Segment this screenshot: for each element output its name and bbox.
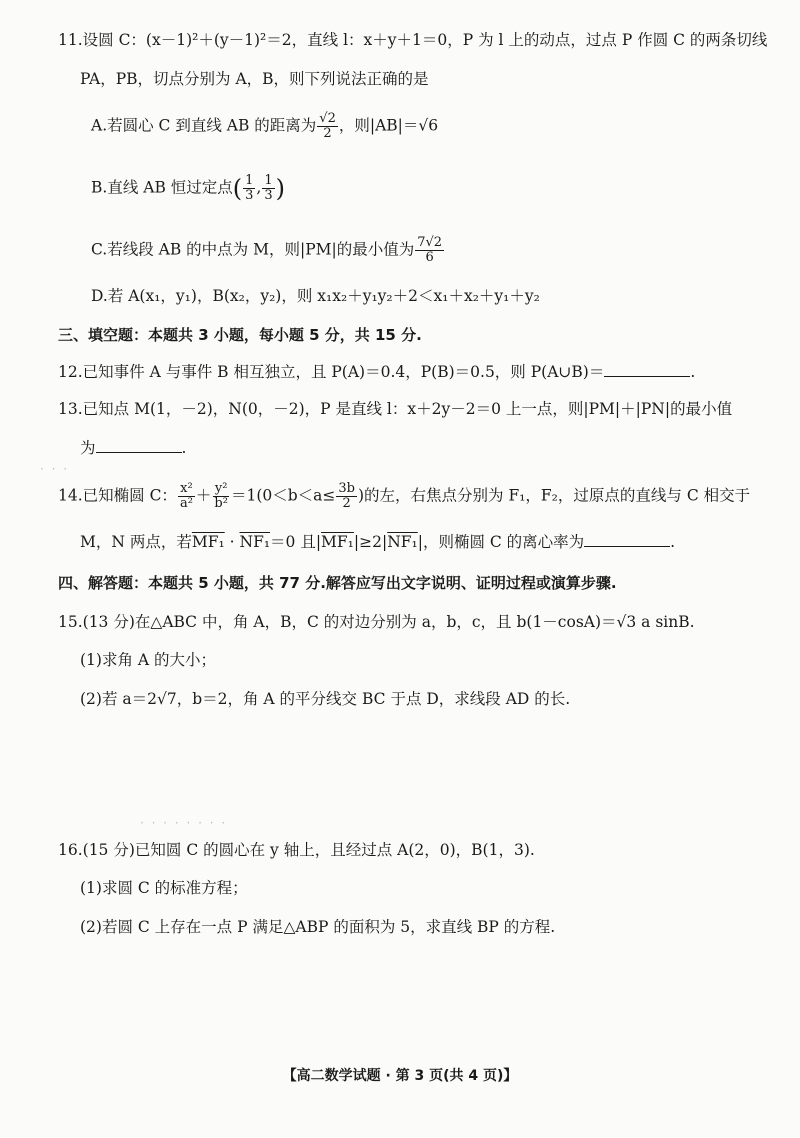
q14-dot: ·: [224, 533, 240, 551]
q11-option-d: D.若 A(x₁，y₁)，B(x₂，y₂)，则 x₁x₂＋y₁y₂＋2＜x₁＋x₂＋y₁＋y₂: [91, 287, 540, 305]
fraction-denominator: b²: [214, 496, 228, 511]
fraction-numerator: x²: [180, 481, 193, 496]
vector-nf1: NF₁: [387, 533, 418, 551]
fraction-numerator: 7√2: [417, 235, 443, 250]
vector-mf1: MF₁: [321, 533, 354, 551]
vector-mf1: MF₁: [191, 533, 225, 551]
page-footer: 【高二数学试题 · 第 3 页(共 4 页)】: [282, 1068, 518, 1084]
q11-option-b-fraction-y: [262, 174, 274, 203]
fraction-numerator: √2: [319, 111, 336, 126]
q15-stem: 15.(13 分)在△ABC 中，角 A，B，C 的对边分别为 a，b，c，且 b(1－cosA)＝√3 a sinB.: [58, 613, 695, 631]
section4-heading: 四、解答题：本题共 5 小题，共 77 分.解答应写出文字说明、证明过程或演算步骤.: [58, 574, 617, 592]
fraction-numerator: 1: [245, 173, 254, 188]
q14-answer-blank[interactable]: [584, 532, 670, 547]
q14-fraction-x: [178, 482, 195, 511]
scan-noise: · · ·: [40, 462, 70, 476]
q13-end: .: [181, 439, 187, 457]
scan-noise: · · · · · · · ·: [140, 816, 228, 830]
q11-option-c-fraction: [415, 236, 444, 265]
fraction-numerator: 1: [264, 173, 273, 188]
fraction-denominator: 3: [245, 188, 254, 203]
q14-fraction-y: [212, 482, 230, 511]
q11-option-b-text: B.直线 AB 恒过定点: [91, 178, 233, 197]
q11-option-b-fraction-x: [243, 174, 255, 203]
q13-answer-blank[interactable]: [96, 438, 182, 453]
fraction-denominator: 2: [342, 496, 351, 511]
q12-answer-blank[interactable]: [604, 362, 690, 377]
q11-option-c: [91, 236, 445, 265]
q15-part1: (1)求角 A 的大小；: [80, 651, 217, 669]
q11-option-a-fraction: [317, 112, 338, 141]
q15-part2: (2)若 a＝2√7，b＝2，角 A 的平分线交 BC 于点 D，求线段 AD 的长.: [80, 690, 571, 708]
fraction-denominator: a²: [179, 496, 193, 511]
q12: [58, 362, 695, 382]
q14-line1: [58, 482, 750, 511]
section3-heading: 三、填空题：本题共 3 小题，每小题 5 分，共 15 分.: [58, 326, 422, 344]
q13-line2: [80, 438, 186, 458]
q14-line2-b: ＝0 且|: [270, 533, 322, 551]
fraction-numerator: y²: [214, 481, 228, 496]
q14-line2: [80, 532, 675, 552]
q14-line2-a: M，N 两点，若: [80, 533, 192, 551]
q13-line1: 13.已知点 M(1，－2)，N(0，－2)，P 是直线 l：x＋2y－2＝0 上一点，则|PM|＋|PN|的最小值: [58, 400, 733, 418]
q14-plus: ＋: [195, 486, 212, 505]
q13-line2-text: 为: [80, 439, 96, 457]
vector-nf1: NF₁: [239, 533, 271, 551]
q11-stem-line2: PA，PB，切点分别为 A，B，则下列说法正确的是: [80, 70, 429, 88]
q14-line2-d: |，则椭圆 C 的离心率为: [417, 533, 585, 551]
q14-end: .: [670, 533, 676, 551]
q11-option-b: B.直线 AB 恒过定点( $\frac{1}{3}$ , $\frac{1}{3}$ ): [91, 173, 286, 203]
fraction-denominator: 3: [264, 188, 273, 203]
q16-stem: 16.(15 分)已知圆 C 的圆心在 y 轴上，且经过点 A(2，0)，B(1，3).: [58, 841, 535, 859]
q11-option-a-text: A.若圆心 C 到直线 AB 的距离为: [91, 116, 317, 135]
q14-fraction-3b: [336, 482, 357, 511]
q14-post: )的左，右焦点分别为 F₁，F₂，过原点的直线与 C 相交于: [357, 486, 751, 505]
q11-stem-line1: 11.设圆 C：(x－1)²＋(y－1)²＝2，直线 l：x＋y＋1＝0，P 为 l 上的动点，过点 P 作圆 C 的两条切线: [58, 31, 768, 49]
q11-option-a: [91, 112, 438, 141]
fraction-denominator: 6: [425, 250, 434, 265]
q14-text: 14.已知椭圆 C：: [58, 486, 177, 505]
fraction-numerator: 3b: [338, 481, 355, 496]
q11-option-a-tail: ，则|AB|＝√6: [338, 116, 439, 135]
q11-option-c-text: C.若线段 AB 的中点为 M，则|PM|的最小值为: [91, 240, 415, 259]
q14-line2-c: |≥2|: [353, 533, 388, 551]
q12-end: .: [690, 363, 696, 381]
q14-mid: ＝1(0＜b＜a≤: [230, 486, 336, 505]
q16-part2: (2)若圆 C 上存在一点 P 满足△ABP 的面积为 5，求直线 BP 的方程.: [80, 918, 556, 936]
q16-part1: (1)求圆 C 的标准方程；: [80, 879, 248, 897]
q12-text: 12.已知事件 A 与事件 B 相互独立，且 P(A)＝0.4，P(B)＝0.5，则 P(A∪B)＝: [58, 363, 605, 381]
fraction-denominator: 2: [323, 126, 332, 141]
